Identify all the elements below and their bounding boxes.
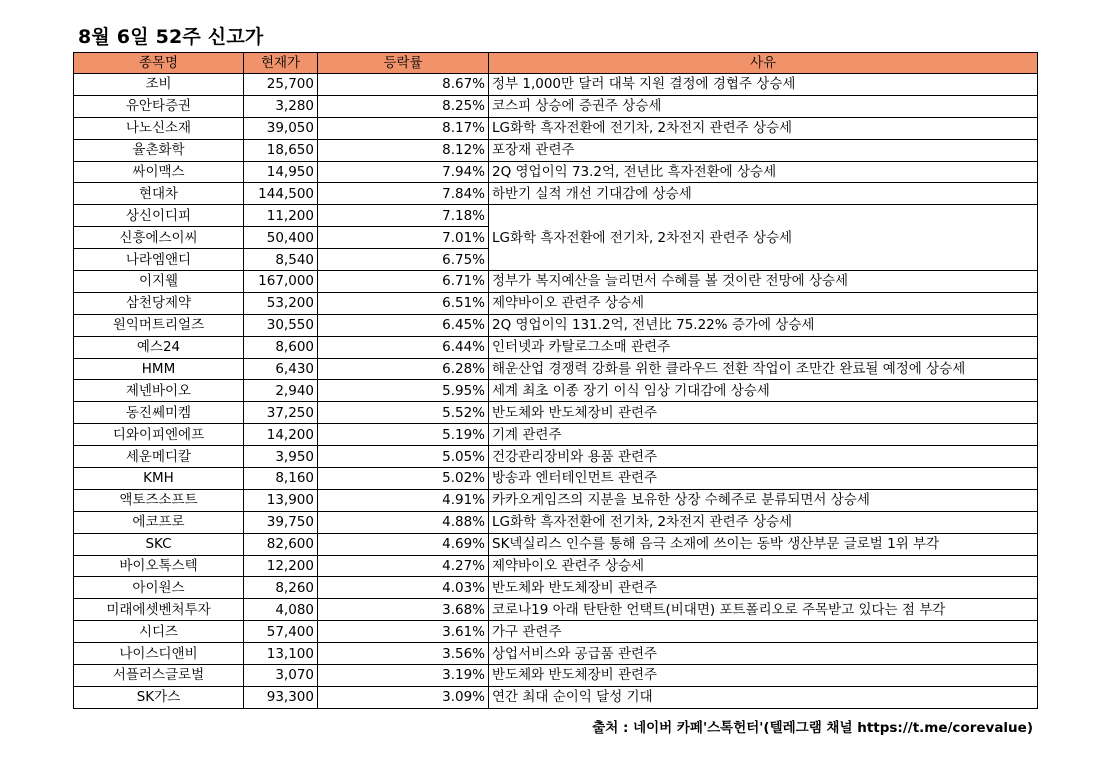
- table-row: [74, 292, 1038, 314]
- change-rate-cell: 3.09%: [318, 686, 489, 708]
- price-cell: 6,430: [244, 358, 318, 380]
- price-cell: 50,400: [244, 227, 318, 249]
- stock-name-cell: 액토즈소프트: [74, 489, 244, 511]
- table-row: [74, 271, 1038, 293]
- column-header-reason: 사유: [489, 53, 1038, 74]
- table-row: [74, 139, 1038, 161]
- change-rate-cell: 3.61%: [318, 621, 489, 643]
- table-row: [74, 686, 1038, 708]
- table-row: [74, 511, 1038, 533]
- table-row: [74, 95, 1038, 117]
- price-cell: 39,050: [244, 117, 318, 139]
- table-row: [74, 665, 1038, 687]
- table-row: [74, 533, 1038, 555]
- reason-cell: 2Q 영업이익 131.2억, 전년比 75.22% 증가에 상승세: [489, 314, 1038, 336]
- change-rate-cell: 7.01%: [318, 227, 489, 249]
- table-row: [74, 117, 1038, 139]
- reason-cell: LG화학 흑자전환에 전기차, 2차전지 관련주 상승세: [489, 511, 1038, 533]
- stock-name-cell: 나이스디앤비: [74, 643, 244, 665]
- reason-cell: 하반기 실적 개선 기대감에 상승세: [489, 183, 1038, 205]
- price-cell: 8,260: [244, 577, 318, 599]
- reason-cell: 연간 최대 순이익 달성 기대: [489, 686, 1038, 708]
- stock-name-cell: 나노신소재: [74, 117, 244, 139]
- reason-cell: 반도체와 반도체장비 관련주: [489, 402, 1038, 424]
- stock-name-cell: 디와이피엔에프: [74, 424, 244, 446]
- reason-cell: 세계 최초 이종 장기 이식 임상 기대감에 상승세: [489, 380, 1038, 402]
- price-cell: 93,300: [244, 686, 318, 708]
- change-rate-cell: 4.27%: [318, 555, 489, 577]
- price-cell: 13,900: [244, 489, 318, 511]
- change-rate-cell: 6.71%: [318, 271, 489, 293]
- price-cell: 12,200: [244, 555, 318, 577]
- table-row: [74, 314, 1038, 336]
- change-rate-cell: 4.88%: [318, 511, 489, 533]
- table-row: [74, 555, 1038, 577]
- stock-name-cell: SK가스: [74, 686, 244, 708]
- price-cell: 4,080: [244, 599, 318, 621]
- stock-name-cell: 제넨바이오: [74, 380, 244, 402]
- table-row: [74, 599, 1038, 621]
- reason-cell: 2Q 영업이익 73.2억, 전년比 흑자전환에 상승세: [489, 161, 1038, 183]
- table-header-row: [74, 53, 1038, 74]
- change-rate-cell: 5.95%: [318, 380, 489, 402]
- reason-cell: 해운산업 경쟁력 강화를 위한 클라우드 전환 작업이 조만간 완료될 예정에 상승세: [489, 358, 1038, 380]
- price-cell: 13,100: [244, 643, 318, 665]
- reason-cell: 코스피 상승에 증권주 상승세: [489, 95, 1038, 117]
- column-header-name: 종목명: [74, 53, 244, 74]
- stock-table: [73, 52, 1038, 709]
- price-cell: 3,280: [244, 95, 318, 117]
- page-title: 8월 6일 52주 신고가: [78, 26, 264, 48]
- change-rate-cell: 5.02%: [318, 468, 489, 490]
- change-rate-cell: 3.68%: [318, 599, 489, 621]
- reason-cell: 카카오게임즈의 지분을 보유한 상장 수혜주로 분류되면서 상승세: [489, 489, 1038, 511]
- table-row: [74, 402, 1038, 424]
- table-row: [74, 446, 1038, 468]
- stock-name-cell: 조비: [74, 74, 244, 96]
- change-rate-cell: 6.75%: [318, 249, 489, 271]
- reason-cell: 제약바이오 관련주 상승세: [489, 292, 1038, 314]
- table-row: [74, 621, 1038, 643]
- change-rate-cell: 6.45%: [318, 314, 489, 336]
- stock-name-cell: 바이오톡스텍: [74, 555, 244, 577]
- table-row: [74, 577, 1038, 599]
- stock-name-cell: 서플러스글로벌: [74, 665, 244, 687]
- price-cell: 57,400: [244, 621, 318, 643]
- price-cell: 25,700: [244, 74, 318, 96]
- table-row: [74, 468, 1038, 490]
- price-cell: 8,540: [244, 249, 318, 271]
- reason-cell: 가구 관련주: [489, 621, 1038, 643]
- price-cell: 167,000: [244, 271, 318, 293]
- reason-cell: 반도체와 반도체장비 관련주: [489, 665, 1038, 687]
- price-cell: 14,950: [244, 161, 318, 183]
- price-cell: 14,200: [244, 424, 318, 446]
- change-rate-cell: 3.56%: [318, 643, 489, 665]
- price-cell: 82,600: [244, 533, 318, 555]
- stock-name-cell: 원익머트리얼즈: [74, 314, 244, 336]
- reason-cell: 건강관리장비와 용품 관련주: [489, 446, 1038, 468]
- reason-cell: 방송과 엔터테인먼트 관련주: [489, 468, 1038, 490]
- reason-cell: LG화학 흑자전환에 전기차, 2차전지 관련주 상승세: [489, 205, 1038, 271]
- table-row: [74, 183, 1038, 205]
- reason-cell: SK넥실리스 인수를 통해 음극 소재에 쓰이는 동박 생산부문 글로벌 1위 부각: [489, 533, 1038, 555]
- stock-name-cell: 삼천당제약: [74, 292, 244, 314]
- reason-cell: 포장재 관련주: [489, 139, 1038, 161]
- price-cell: 2,940: [244, 380, 318, 402]
- stock-name-cell: SKC: [74, 533, 244, 555]
- table-row: [74, 643, 1038, 665]
- table-row: [74, 205, 1038, 227]
- table-row: [74, 380, 1038, 402]
- stock-name-cell: HMM: [74, 358, 244, 380]
- stock-name-cell: 예스24: [74, 336, 244, 358]
- change-rate-cell: 4.03%: [318, 577, 489, 599]
- stock-name-cell: 세운메디칼: [74, 446, 244, 468]
- change-rate-cell: 5.19%: [318, 424, 489, 446]
- column-header-rate: 등락률: [318, 53, 489, 74]
- stock-name-cell: KMH: [74, 468, 244, 490]
- stock-name-cell: 현대차: [74, 183, 244, 205]
- price-cell: 3,070: [244, 665, 318, 687]
- reason-cell: 코로나19 아래 탄탄한 언택트(비대면) 포트폴리오로 주목받고 있다는 점 부각: [489, 599, 1038, 621]
- price-cell: 53,200: [244, 292, 318, 314]
- change-rate-cell: 4.69%: [318, 533, 489, 555]
- stock-name-cell: 싸이맥스: [74, 161, 244, 183]
- change-rate-cell: 6.44%: [318, 336, 489, 358]
- reason-cell: 상업서비스와 공급품 관련주: [489, 643, 1038, 665]
- table-row: [74, 74, 1038, 96]
- price-cell: 37,250: [244, 402, 318, 424]
- stock-name-cell: 유안타증권: [74, 95, 244, 117]
- stock-name-cell: 동진쎄미켐: [74, 402, 244, 424]
- table-row: [74, 161, 1038, 183]
- change-rate-cell: 4.91%: [318, 489, 489, 511]
- table-row: [74, 358, 1038, 380]
- change-rate-cell: 7.18%: [318, 205, 489, 227]
- source-note: 출처 : 네이버 카페'스톡헌터'(텔레그램 채널 https://t.me/corevalue): [592, 720, 1033, 736]
- change-rate-cell: 3.19%: [318, 665, 489, 687]
- change-rate-cell: 7.84%: [318, 183, 489, 205]
- reason-cell: LG화학 흑자전환에 전기차, 2차전지 관련주 상승세: [489, 117, 1038, 139]
- price-cell: 8,600: [244, 336, 318, 358]
- stock-name-cell: 시디즈: [74, 621, 244, 643]
- change-rate-cell: 8.67%: [318, 74, 489, 96]
- reason-cell: 정부가 복지예산을 늘리면서 수혜를 볼 것이란 전망에 상승세: [489, 271, 1038, 293]
- price-cell: 39,750: [244, 511, 318, 533]
- table-row: [74, 489, 1038, 511]
- change-rate-cell: 8.25%: [318, 95, 489, 117]
- stock-name-cell: 에코프로: [74, 511, 244, 533]
- stock-name-cell: 아이원스: [74, 577, 244, 599]
- stock-name-cell: 나라엠앤디: [74, 249, 244, 271]
- column-header-price: 현재가: [244, 53, 318, 74]
- price-cell: 30,550: [244, 314, 318, 336]
- reason-cell: 인터넷과 카탈로그소매 관련주: [489, 336, 1038, 358]
- change-rate-cell: 6.28%: [318, 358, 489, 380]
- change-rate-cell: 7.94%: [318, 161, 489, 183]
- change-rate-cell: 8.12%: [318, 139, 489, 161]
- reason-cell: 반도체와 반도체장비 관련주: [489, 577, 1038, 599]
- table-row: [74, 336, 1038, 358]
- stock-name-cell: 미래에셋벤처투자: [74, 599, 244, 621]
- price-cell: 11,200: [244, 205, 318, 227]
- table-body: [74, 74, 1038, 709]
- reason-cell: 정부 1,000만 달러 대북 지원 결정에 경협주 상승세: [489, 74, 1038, 96]
- stock-name-cell: 이지웰: [74, 271, 244, 293]
- reason-cell: 기계 관련주: [489, 424, 1038, 446]
- change-rate-cell: 5.52%: [318, 402, 489, 424]
- stock-name-cell: 율촌화학: [74, 139, 244, 161]
- price-cell: 8,160: [244, 468, 318, 490]
- change-rate-cell: 6.51%: [318, 292, 489, 314]
- reason-cell: 제약바이오 관련주 상승세: [489, 555, 1038, 577]
- price-cell: 3,950: [244, 446, 318, 468]
- table-row: [74, 424, 1038, 446]
- change-rate-cell: 5.05%: [318, 446, 489, 468]
- stock-name-cell: 상신이디피: [74, 205, 244, 227]
- price-cell: 18,650: [244, 139, 318, 161]
- price-cell: 144,500: [244, 183, 318, 205]
- stock-name-cell: 신흥에스이씨: [74, 227, 244, 249]
- change-rate-cell: 8.17%: [318, 117, 489, 139]
